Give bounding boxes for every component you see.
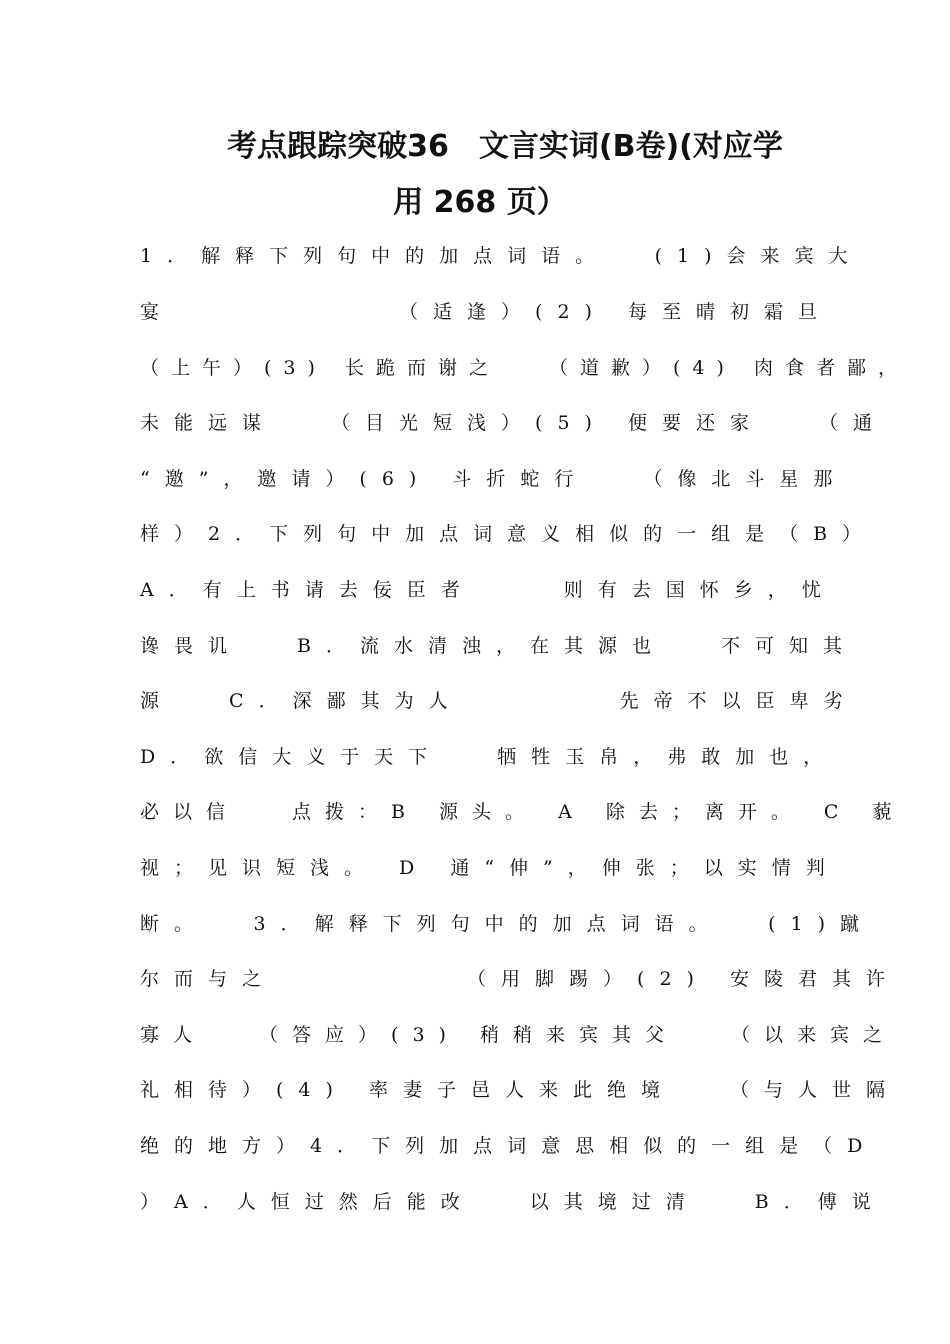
body-line: 宴 （适逢）(2) 每至晴初霜旦 — [140, 301, 832, 323]
body-line: 必以信 点拨：B 源头。 A 除去；离开。 C 藐 — [140, 801, 906, 823]
page-title-line-1: 考点跟踪突破36 文言实词(B卷)(对应学 — [227, 129, 783, 164]
body-line: 样）2．下列句中加点词意义相似的一组是（B） — [140, 523, 877, 545]
body-line: “邀”，邀请）(6) 斗折蛇行 （像北斗星那 — [140, 468, 848, 490]
body-line: 尔而与之 （用脚踢）(2) 安陵君其许 — [140, 968, 900, 990]
body-line: 1．解释下列句中的加点词语。 (1)会来宾大 — [140, 245, 863, 267]
body-line: 谗畏讥 B．流水清浊，在其源也 不可知其 — [140, 635, 858, 657]
body-line: D．欲信大义于天下 牺牲玉帛，弗敢加也， — [140, 746, 838, 768]
body-line: 礼相待）(4) 率妻子邑人来此绝境 （与人世隔 — [140, 1079, 900, 1101]
body-line: 未能远谋 （目光短浅）(5) 便要还家 （通 — [140, 412, 888, 434]
body-line: 视；见识短浅。 D 通“伸”，伸张；以实情判 — [140, 857, 840, 879]
body-line: （上午）(3) 长跪而谢之 （道歉）(4) 肉食者鄙， — [140, 357, 909, 379]
body-line: ）A．人恒过然后能改 以其境过清 B．傅说 — [140, 1191, 886, 1213]
page-title-line-2: 用 268 页） — [393, 185, 567, 220]
body-line: 绝的地方）4．下列加点词意思相似的一组是（D — [140, 1135, 878, 1157]
body-line: 断。 3．解释下列句中的加点词语。 (1)蹴 — [140, 913, 875, 935]
body-line: A．有上书请去佞臣者 则有去国怀乡，忧 — [140, 579, 836, 601]
body-line: 寡人 （答应）(3) 稍稍来宾其父 （以来宾之 — [140, 1024, 897, 1046]
body-line: 源 C．深鄙其为人 先帝不以臣卑劣 — [140, 690, 858, 712]
